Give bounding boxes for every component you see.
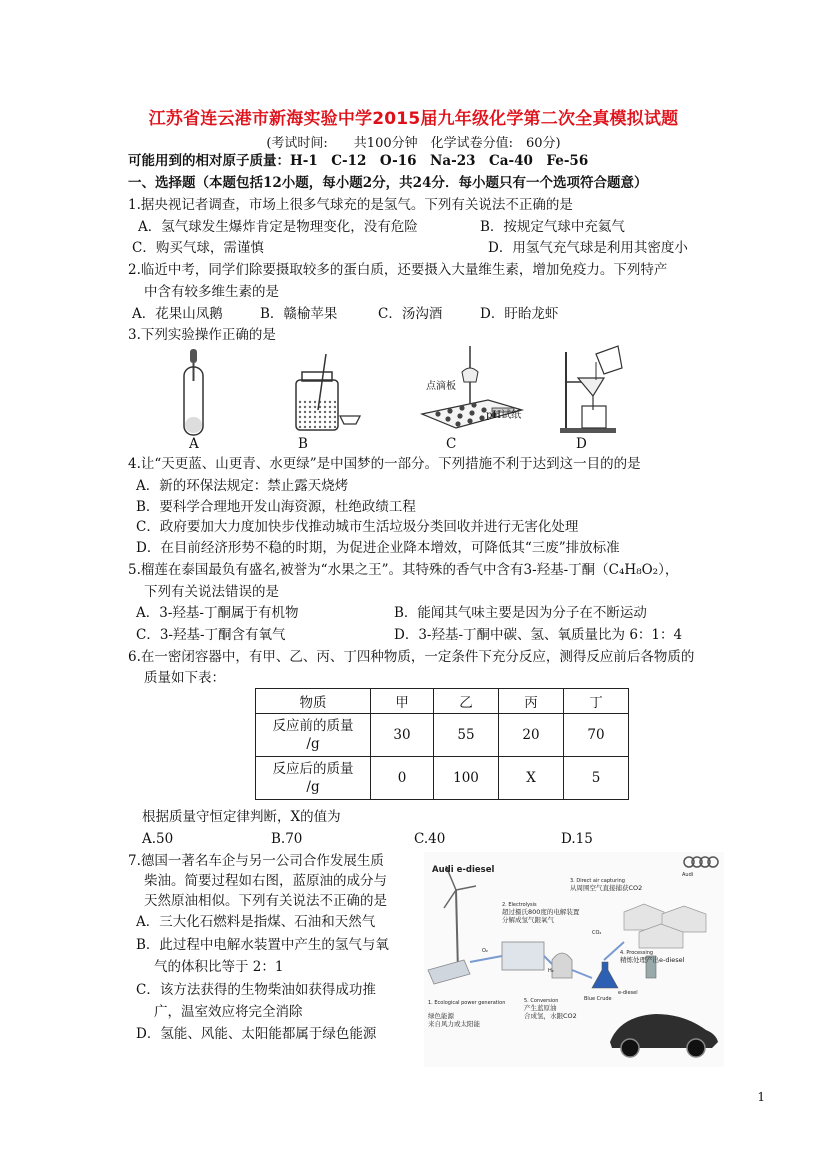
q1-stem: 1.据央视记者调查，市场上很多气球充的是氢气。下列有关说法不正确的是 <box>128 197 573 213</box>
q5-option-c: C．3-羟基-丁酮含有氧气 <box>136 627 286 643</box>
fig-step1-cn1: 绿色能源 <box>428 1012 454 1020</box>
q6-option-c: C.40 <box>414 831 446 847</box>
fig-step4: 4. Processing <box>620 950 654 956</box>
page-number: 1 <box>757 1090 765 1104</box>
audi-ediesel-figure <box>424 852 724 1067</box>
q2-stem-line1: 2.临近中考，同学们除要摄取较多的蛋白质，还要摄入大量维生素，增加免疫力。下列特产 <box>128 262 668 278</box>
row-label-unit: /g <box>306 779 320 795</box>
table-header-cell: 丁 <box>564 689 629 714</box>
q2-option-c: C．汤沟酒 <box>378 306 443 322</box>
q6-option-b: B.70 <box>271 831 303 847</box>
q5-stem-line2: 下列有关说法错误的是 <box>144 584 279 600</box>
table-header-cell: 甲 <box>371 689 434 714</box>
figure-c-label-spot-plate: 点滴板 <box>426 381 456 392</box>
fig-step3-cn: 从周围空气直接捕获CO2 <box>570 884 643 892</box>
fig-step1: 1. Ecological power generation <box>428 1000 506 1006</box>
q6-stem-line1: 6.在一密闭容器中，有甲、乙、丙、丁四种物质，一定条件下充分反应，测得反应前后各物质的 <box>128 649 695 665</box>
fig-step1-cn2: 来自风力或太阳能 <box>428 1020 480 1028</box>
table-cell: 100 <box>434 757 499 800</box>
figure-a-dropper <box>170 345 220 440</box>
row-label-unit: /g <box>306 736 320 752</box>
figure-label-b: B <box>298 436 308 452</box>
figure-d-filtration <box>556 342 631 437</box>
q7-stem-line3: 天然原油相似。下列有关说法不正确的是 <box>144 893 387 909</box>
q2-stem-line2: 中含有较多维生素的是 <box>144 284 279 300</box>
fig-blue-crude: Blue Crude <box>584 996 612 1002</box>
fig-step5-cn1: 产生蓝原油 <box>524 1004 557 1012</box>
q2-option-d: D．盱眙龙虾 <box>480 306 559 322</box>
q5-option-a: A．3-羟基-丁酮属于有机物 <box>136 605 299 621</box>
fig-step3: 3. Direct air capturing <box>570 878 625 884</box>
fig-step4-cn: 精炼处理产出e-diesel <box>620 956 685 964</box>
q2-option-a: A．花果山凤鹅 <box>132 306 223 322</box>
q1-option-d: D．用氢气充气球是利用其密度小 <box>488 240 688 256</box>
table-cell: 5 <box>564 757 629 800</box>
fig-step2-cn1: 超过摄氏800度的电解装置 <box>502 908 580 916</box>
exam-subtitle: (考试时间: 共100分钟 化学试卷分值: 60分) <box>266 136 561 151</box>
table-header-cell: 乙 <box>434 689 499 714</box>
q7-option-a: A．三大化石燃料是指煤、石油和天然气 <box>136 914 376 930</box>
q7-option-b-line1: B．此过程中电解水装置中产生的氢气与氧 <box>136 937 389 953</box>
table-cell: 70 <box>564 714 629 757</box>
figure-b-jar <box>288 350 368 435</box>
q7-option-c-line2: 广，温室效应将完全消除 <box>154 1004 303 1020</box>
fig-o2: O₂ <box>482 948 488 954</box>
fig-ediesel: e-diesel <box>618 990 638 996</box>
table-row <box>256 714 629 757</box>
fig-step2-cn2: 分解成氢气跟氧气 <box>502 916 554 924</box>
figure-label-a: A <box>189 436 199 452</box>
section-heading: 一、选择题（本题包括12小题，每小题2分，共24分．每小题只有一个选项符合题意） <box>128 175 648 191</box>
q4-option-b: B．要科学合理地开发山海资源，杜绝政绩工程 <box>136 499 416 515</box>
q6-option-a: A.50 <box>142 831 174 847</box>
exam-title: 江苏省连云港市新海实验中学2015届九年级化学第二次全真模拟试题 <box>148 109 679 129</box>
row-label-text: 反应后的质量 <box>272 761 354 777</box>
row-label-text: 反应前的质量 <box>272 718 354 734</box>
q7-stem-line1: 7.德国一著名车企与另一公司合作发展生质 <box>128 853 384 869</box>
table-cell: 55 <box>434 714 499 757</box>
q4-stem: 4.让“天更蓝、山更青、水更绿”是中国梦的一部分。下列措施不利于达到这一目的的是 <box>128 456 641 472</box>
fig-step5: 5. Conversion <box>524 998 559 1004</box>
q7-option-c-line1: C．该方法获得的生物柴油如获得成功推 <box>136 982 376 998</box>
figure-label-d: D <box>576 436 587 452</box>
table-cell: 20 <box>499 714 564 757</box>
table-header-cell: 物质 <box>256 689 371 714</box>
q3-stem: 3.下列实验操作正确的是 <box>128 327 276 343</box>
atomic-masses: 可能用到的相对原子质量：H-1 C-12 O-16 Na-23 Ca-40 Fe-56 <box>128 153 589 169</box>
fig-step5-cn2: 合成氢，水跟CO2 <box>524 1012 577 1020</box>
table-row <box>256 757 629 800</box>
q5-option-b: B．能闻其气味主要是因为分子在不断运动 <box>394 605 647 621</box>
q6-after: 根据质量守恒定律判断，X的值为 <box>142 809 341 825</box>
q4-option-c: C．政府要加大力度加快步伐推动城市生活垃圾分类回收并进行无害化处理 <box>136 519 579 535</box>
table-cell: X <box>499 757 564 800</box>
q1-option-a: A．氢气球发生爆炸肯定是物理变化，没有危险 <box>138 219 418 235</box>
fig-h2: H₂ <box>548 968 554 974</box>
table-cell: 30 <box>371 714 434 757</box>
q6-stem-line2: 质量如下表： <box>144 670 225 686</box>
q1-option-b: B．按规定气球中充氦气 <box>480 219 625 235</box>
fig-co2: CO₂ <box>592 930 602 936</box>
q5-stem-line1: 5.榴莲在泰国最负有盛名,被誉为“水果之王”。其特殊的香气中含有3-羟基-丁酮（C₄H₈O₂）， <box>128 562 679 578</box>
mass-table <box>255 688 629 800</box>
table-header-cell: 丙 <box>499 689 564 714</box>
fig-brand-sub: Audi <box>682 872 694 878</box>
q2-option-b: B．赣榆苹果 <box>260 306 338 322</box>
table-cell: 0 <box>371 757 434 800</box>
q7-option-d: D．氢能、风能、太阳能都属于绿色能源 <box>136 1026 377 1042</box>
q6-option-d: D.15 <box>561 831 593 847</box>
q5-option-d: D．3-羟基-丁酮中碳、氢、氧质量比为 6：1：4 <box>394 627 683 643</box>
q4-option-d: D．在目前经济形势不稳的时期，为促进企业降本增效，可降低其“三废”排放标准 <box>136 540 620 556</box>
table-row-label <box>256 757 371 800</box>
q1-option-c: C．购买气球，需谨慎 <box>132 240 264 256</box>
q4-option-a: A．新的环保法规定：禁止露天烧烤 <box>136 478 349 494</box>
table-row-label <box>256 714 371 757</box>
fig-step2: 2. Electrolysis <box>502 902 537 908</box>
figure-label-c: C <box>446 436 457 452</box>
table-row <box>256 689 629 714</box>
q7-stem-line2: 柴油。简要过程如右图，蓝原油的成分与 <box>144 873 387 889</box>
fig-brand: Audi e-diesel <box>432 865 495 875</box>
figure-c-label-ph-paper: pH试纸 <box>486 410 522 421</box>
q7-option-b-line2: 气的体积比等于 2：1 <box>154 959 284 975</box>
